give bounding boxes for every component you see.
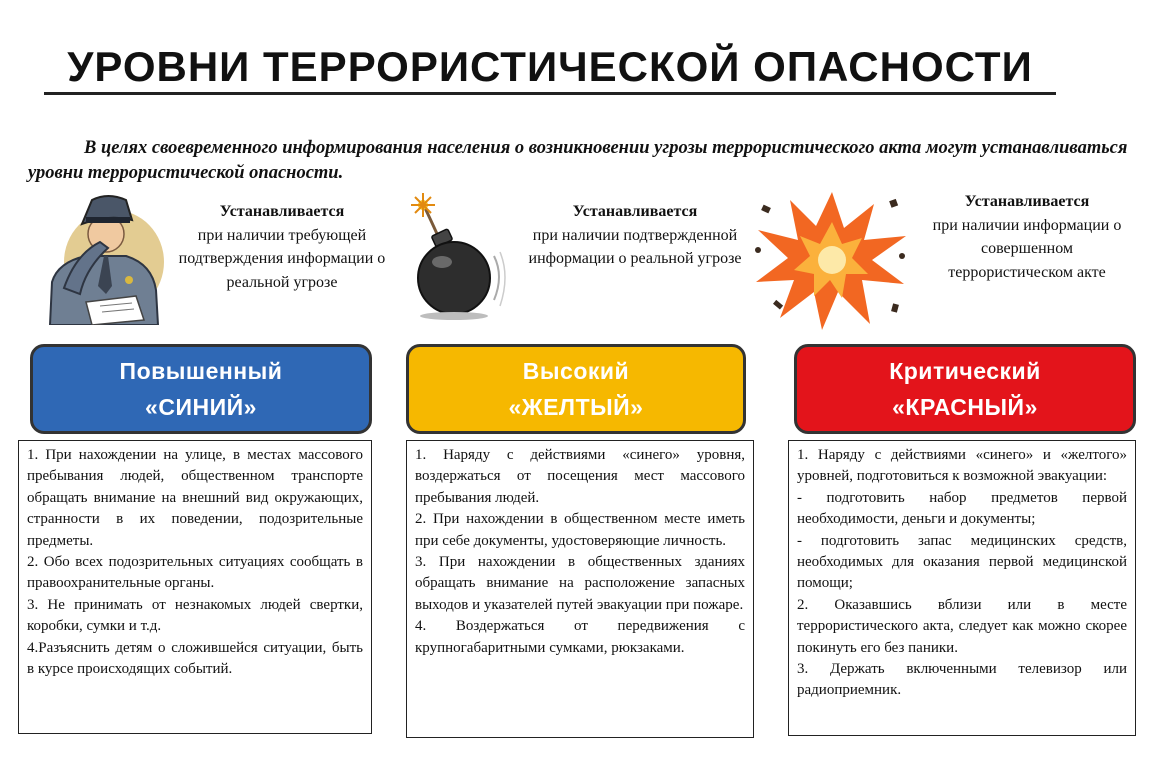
level-banner-yellow bbox=[406, 344, 746, 434]
level-banner-blue bbox=[30, 344, 372, 434]
action-item: 4. Воздержаться от передвижения с крупногабаритными сумками, рюкзаками. bbox=[415, 618, 745, 656]
action-item: 2. Оказавшись вблизи или в месте террористического акта, следует как можно скорее покинуть его без паники. bbox=[797, 596, 1127, 656]
action-item: 4.Разъяснить детям о сложившейся ситуации, быть в курсе происходящих событий. bbox=[27, 639, 363, 678]
level-color-name: «СИНИЙ» bbox=[145, 394, 257, 420]
explosion-icon bbox=[752, 186, 912, 332]
fuse-spark bbox=[411, 193, 435, 217]
description-heading: Устанавливается bbox=[219, 203, 345, 220]
level-description-2 bbox=[520, 200, 750, 271]
level-name: Критический bbox=[889, 358, 1041, 384]
action-item: 1. При нахождении на улице, в местах массового пребывания людей, общественном транспорте обращать внимание на внешний вид окружающих, странности в их поведении, подозрительные предметы. bbox=[27, 447, 363, 549]
officer-badge bbox=[125, 276, 133, 284]
description-text: при наличии требующей подтверждения информации о реальной угрозе bbox=[178, 226, 386, 291]
level-description-3 bbox=[922, 190, 1132, 284]
actions-box-blue bbox=[18, 440, 372, 734]
bomb-icon bbox=[398, 192, 510, 320]
level-color-name: «ЖЕЛТЫЙ» bbox=[508, 394, 644, 420]
action-item: 2. Обо всех подозрительных ситуациях сообщать в правоохранительные органы. bbox=[27, 554, 363, 592]
actions-box-yellow bbox=[406, 440, 754, 738]
bomb-fuse bbox=[424, 206, 438, 236]
description-text: при наличии информации о совершенном террористическом акте bbox=[932, 216, 1122, 281]
action-item: 1. Наряду с действиями «синего» и «желтого» уровней, подготовиться к возможной эвакуации: bbox=[797, 447, 1127, 485]
bomb-shadow bbox=[420, 312, 488, 320]
action-item: 2. При нахождении в общественном месте иметь при себе документы, удостоверяющие личность. bbox=[415, 511, 745, 549]
level-name: Высокий bbox=[522, 358, 630, 384]
intro-text bbox=[28, 136, 1128, 186]
intro-paragraph: В целях своевременного информирования населения о возникновении угрозы террористического акта могут устанавливаться уровни террористической опасности. bbox=[28, 138, 1128, 183]
bomb-highlight bbox=[432, 256, 452, 268]
level-name: Повышенный bbox=[119, 358, 283, 384]
action-item: - подготовить запас медицинских средств, необходимых для оказания первой медицинской помощи; bbox=[797, 532, 1127, 592]
police-officer-illustration bbox=[34, 190, 166, 325]
description-heading: Устанавливается bbox=[964, 193, 1090, 210]
level-description-1 bbox=[176, 200, 388, 294]
page-title: УРОВНИ ТЕРРОРИСТИЧЕСКОЙ ОПАСНОСТИ bbox=[67, 43, 1033, 90]
action-item: 1. Наряду с действиями «синего» уровня, воздержаться от посещения мест массового пребывания людей. bbox=[415, 447, 745, 506]
actions-box-red bbox=[788, 440, 1136, 736]
level-banner-red bbox=[794, 344, 1136, 434]
action-item: 3. Не принимать от незнакомых людей свертки, коробки, сумки и т.д. bbox=[27, 596, 363, 635]
action-item: 3. При нахождении в общественных зданиях обращать внимание на расположение запасных выходов и указателей путей эвакуации при пожаре. bbox=[415, 554, 745, 613]
action-item: - подготовить набор предметов первой необходимости, деньги и документы; bbox=[797, 489, 1127, 528]
bomb-body bbox=[418, 242, 490, 314]
description-heading: Устанавливается bbox=[572, 203, 698, 220]
level-color-name: «КРАСНЫЙ» bbox=[892, 394, 1038, 420]
description-text: при наличии подтвержденной информации о реальной угрозе bbox=[528, 226, 742, 267]
explosion-core bbox=[818, 246, 846, 274]
title-underline bbox=[44, 92, 1056, 95]
action-item: 3. Держать включенными телевизор или радиоприемник. bbox=[797, 661, 1127, 699]
cap-band bbox=[86, 217, 130, 223]
